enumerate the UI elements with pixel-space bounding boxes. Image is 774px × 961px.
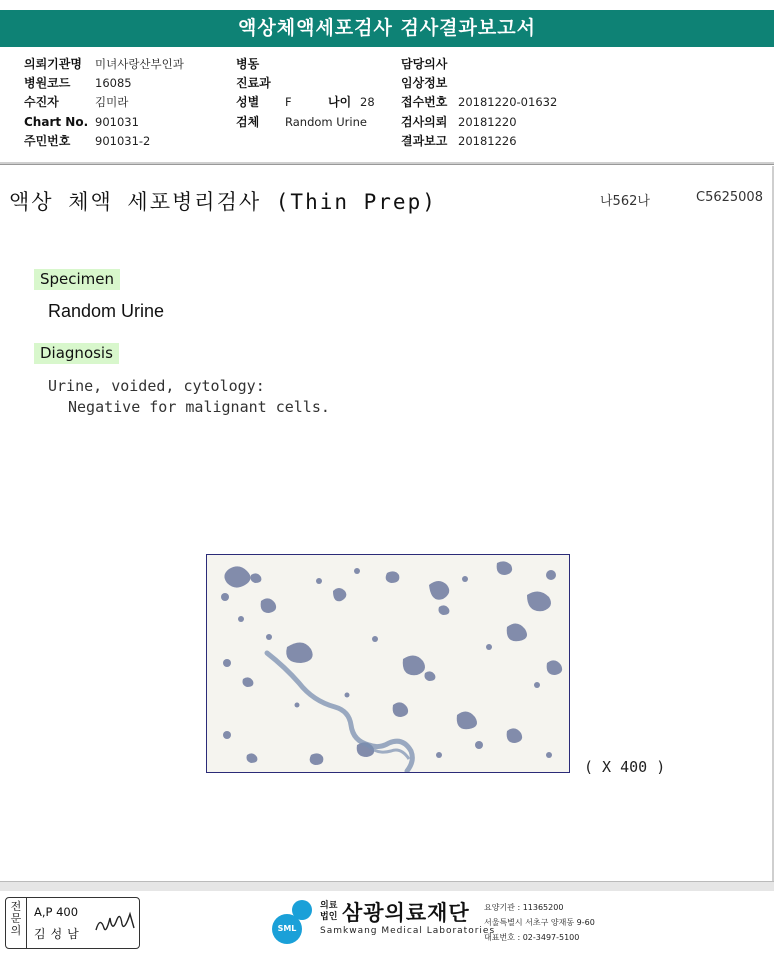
exam-code-2: C5625008 [696,190,763,205]
exam-title: 액상 체액 세포병리검사 (Thin Prep) [9,190,437,214]
magnification: ( X 400 ) [584,758,666,776]
diagnosis-text [48,376,330,418]
diagnosis-line-2: Negative for malignant cells. [68,398,330,416]
logo-prefix: 의료 법인 [320,901,338,922]
pathologist-signature-box [5,897,140,949]
logo-mark-icon: SML [272,914,302,944]
logo-english: Samkwang Medical Laboratories [320,926,496,936]
logo-name: 삼광의료재단 [342,901,470,925]
cytology-cells-picture [207,555,570,773]
specimen-value: Random Urine [48,301,165,321]
handwritten-signature-icon [92,910,138,940]
report-title: 액상체액세포검사 검사결과보고서 [0,10,774,47]
signature-name: 김성남 [34,927,84,941]
company-info: 요양기관 : 11365200 서울특별시 서초구 양재동 9-60 대표번호 : 02-3497-5100 [484,903,595,942]
diagnosis-line-1: Urine, voided, cytology: [48,377,265,395]
age-label: 나이 [328,95,352,109]
signature-side-label: 전문의 [6,898,27,948]
specimen-label: Specimen [34,269,120,290]
exam-code-1: 나562나 [600,194,650,209]
signature-ap: A,P 400 [34,905,79,919]
microscopy-image [206,554,570,773]
age-value: 28 [360,95,375,109]
footer-divider [0,881,774,891]
diagnosis-label: Diagnosis [34,343,119,364]
header-divider [0,162,774,165]
